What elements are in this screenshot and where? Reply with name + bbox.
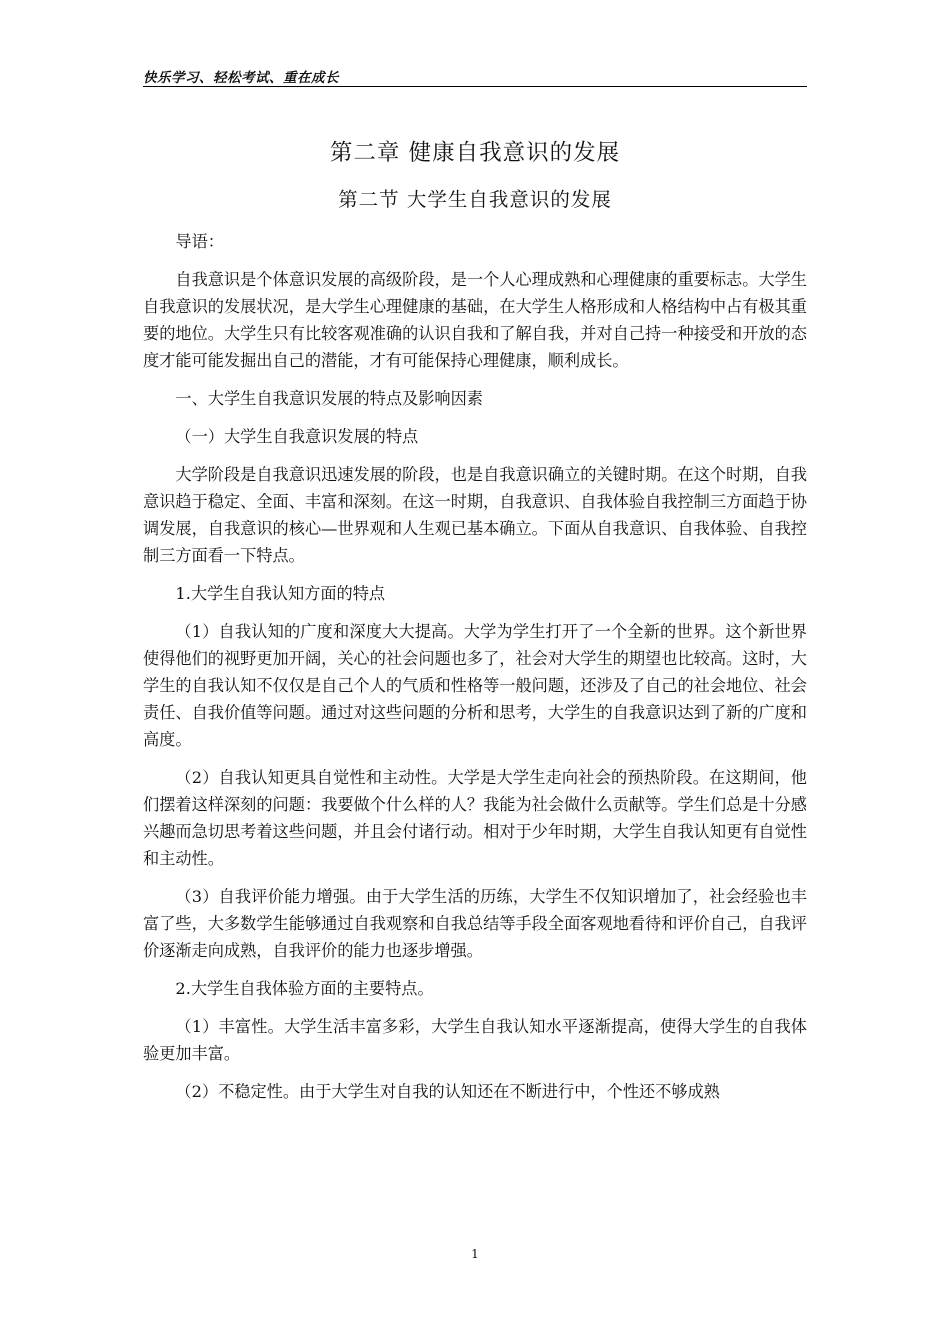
paragraph-intro: 自我意识是个体意识发展的高级阶段，是一个人心理成熟和心理健康的重要标志。大学生自我意识的发展状况，是大学生心理健康的基础，在大学生人格形成和人格结构中占有极其重要的地位。大学生只有比较客观准确的认识自我和了解自我，并对自己持一种接受和开放的态度才能可能发掘出自己的潜能，才有可能保持心理健康，顺利成长。: [143, 270, 807, 370]
chapter-title: 第二章 健康自我意识的发展: [329, 140, 621, 166]
heading-level-3-experience: 2.大学生自我体验方面的主要特点。: [175, 979, 434, 998]
document-body: [143, 228, 807, 1116]
heading-level-2: （一）大学生自我意识发展的特点: [175, 427, 419, 446]
paragraph-cognition-3: （3）自我评价能力增强。由于大学生活的历练，大学生不仅知识增加了，社会经验也丰富了些，大多数学生能够通过自我观察和自我总结等手段全面客观地看待和评价自己，自我评价逐渐走向成熟，自我评价的能力也逐步增强。: [143, 887, 807, 960]
paragraph-cognition-1: （1）自我认知的广度和深度大大提高。大学为学生打开了一个全新的世界。这个新世界使得他们的视野更加开阔，关心的社会问题也多了，社会对大学生的期望也比较高。这时，大学生的自我认知不仅仅是自己个人的气质和性格等一般问题，还涉及了自己的社会地位、社会责任、自我价值等问题。通过对这些问题的分析和思考，大学生的自我意识达到了新的广度和高度。: [143, 622, 807, 749]
page-number: 1: [471, 1247, 479, 1261]
paragraph-cognition-2: （2）自我认知更具自觉性和主动性。大学是大学生走向社会的预热阶段。在这期间，他们摆着这样深刻的问题：我要做个什么样的人？我能为社会做什么贡献等。学生们总是十分感兴趣而急切思考着这些问题，并且会付诸行动。相对于少年时期，大学生自我认知更有自觉性和主动性。: [143, 768, 807, 868]
heading-level-1: 一、大学生自我意识发展的特点及影响因素: [175, 389, 483, 408]
paragraph-intro-label: 导语：: [175, 232, 224, 251]
page-header: [143, 66, 807, 87]
paragraph-experience-2: （2）不稳定性。由于大学生对自我的认知还在不断进行中，个性还不够成熟: [175, 1082, 720, 1101]
paragraph-overview: 大学阶段是自我意识迅速发展的阶段，也是自我意识确立的关键时期。在这个时期，自我意识趋于稳定、全面、丰富和深刻。在这一时期，自我意识、自我体验自我控制三方面趋于协调发展，自我意识的核心—世界观和人生观已基本确立。下面从自我意识、自我体验、自我控制三方面看一下特点。: [143, 465, 807, 565]
header-text: 快乐学习、轻松考试、重在成长: [143, 70, 339, 86]
paragraph-experience-1: （1）丰富性。大学生活丰富多彩，大学生自我认知水平逐渐提高，使得大学生的自我体验更加丰富。: [143, 1017, 807, 1063]
heading-level-3-cognition: 1.大学生自我认知方面的特点: [175, 584, 386, 603]
section-title: 第二节 大学生自我意识的发展: [338, 188, 612, 211]
